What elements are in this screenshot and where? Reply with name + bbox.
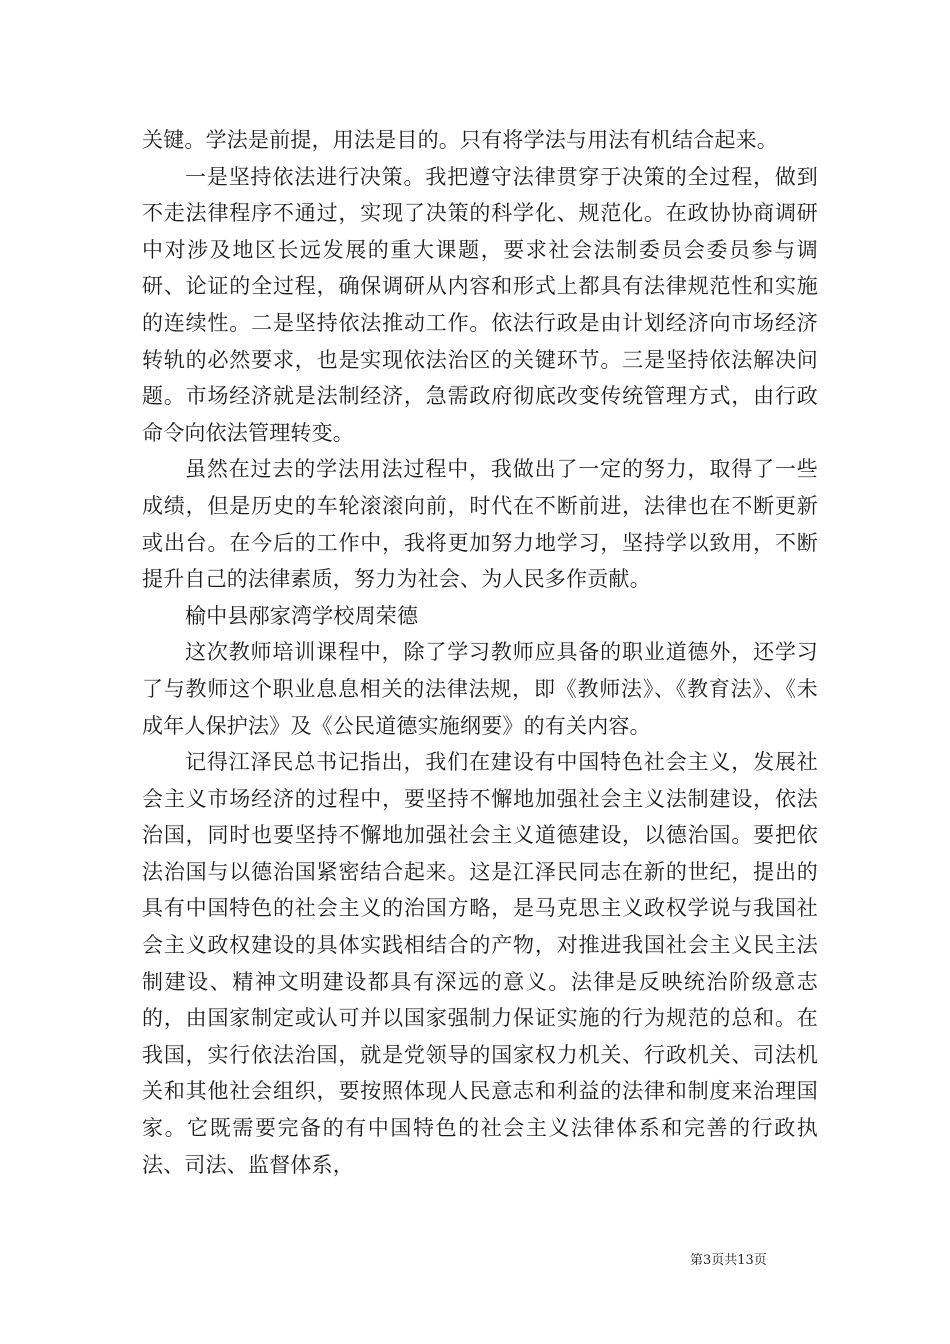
- paragraph-6: 记得江泽民总书记指出，我们在建设有中国特色社会主义，发展社会主义市场经济的过程中，要坚持不懈地加强社会主义法制建设，依法治国，同时也要坚持不懈地加强社会主义道德建设，以德治国。要把依法治国与以德治国紧密结合起来。这是江泽民同志在新的世纪，提出的具有中国特色的社会主义的治国方略，是马克思主义政权学说与我国社会主义政权建设的具体实践相结合的产物，对推进我国社会主义民主法制建设、精神文明建设都具有深远的意义。法律是反映统治阶级意志的，由国家制定或认可并以国家强制力保证实施的行为规范的总和。在我国，实行依法治国，就是党领导的国家权力机关、行政机关、司法机关和其他社会组织，要按照体现人民意志和利益的法律和制度来治理国家。它既需要完备的有中国特色的社会主义法律体系和完善的行政执法、司法、监督体系，: [142, 750, 818, 1177]
- page-number-footer: 第3页共13页: [690, 1253, 767, 1268]
- paragraph-1: 关键。学法是前提，用法是目的。只有将学法与用法有机结合起来。: [142, 128, 778, 152]
- document-body: [142, 122, 818, 1183]
- author-line: 榆中县邴家湾学校周荣德: [185, 603, 419, 628]
- paragraph-2: 一是坚持依法进行决策。我把遵守法律贯穿于决策的全过程，做到不走法律程序不通过，实现了决策的科学化、规范化。在政协协商调研中对涉及地区长远发展的重大课题，要求社会法制委员会委员参与调研、论证的全过程，确保调研从内容和形式上都具有法律规范性和实施的连续性。二是坚持依法推动工作。依法行政是由计划经济向市场经济转轨的必然要求，也是实现依法治区的关键环节。三是坚持依法解决问题。市场经济就是法制经济，急需政府彻底改变传统管理方式，由行政命令向依法管理转变。: [142, 164, 818, 445]
- paragraph-3: 虽然在过去的学法用法过程中，我做出了一定的努力，取得了一些成绩，但是历史的车轮滚滚向前，时代在不断前进，法律也在不断更新或出台。在今后的工作中，我将更加努力地学习，坚持学以致用，不断提升自己的法律素质，努力为社会、为人民多作贡献。: [142, 457, 818, 592]
- paragraph-5: 这次教师培训课程中，除了学习教师应具备的职业道德外，还学习了与教师这个职业息息相关的法律法规，即《教师法》、《教育法》、《未成年人保护法》及《公民道德实施纲要》的有关内容。: [142, 640, 818, 738]
